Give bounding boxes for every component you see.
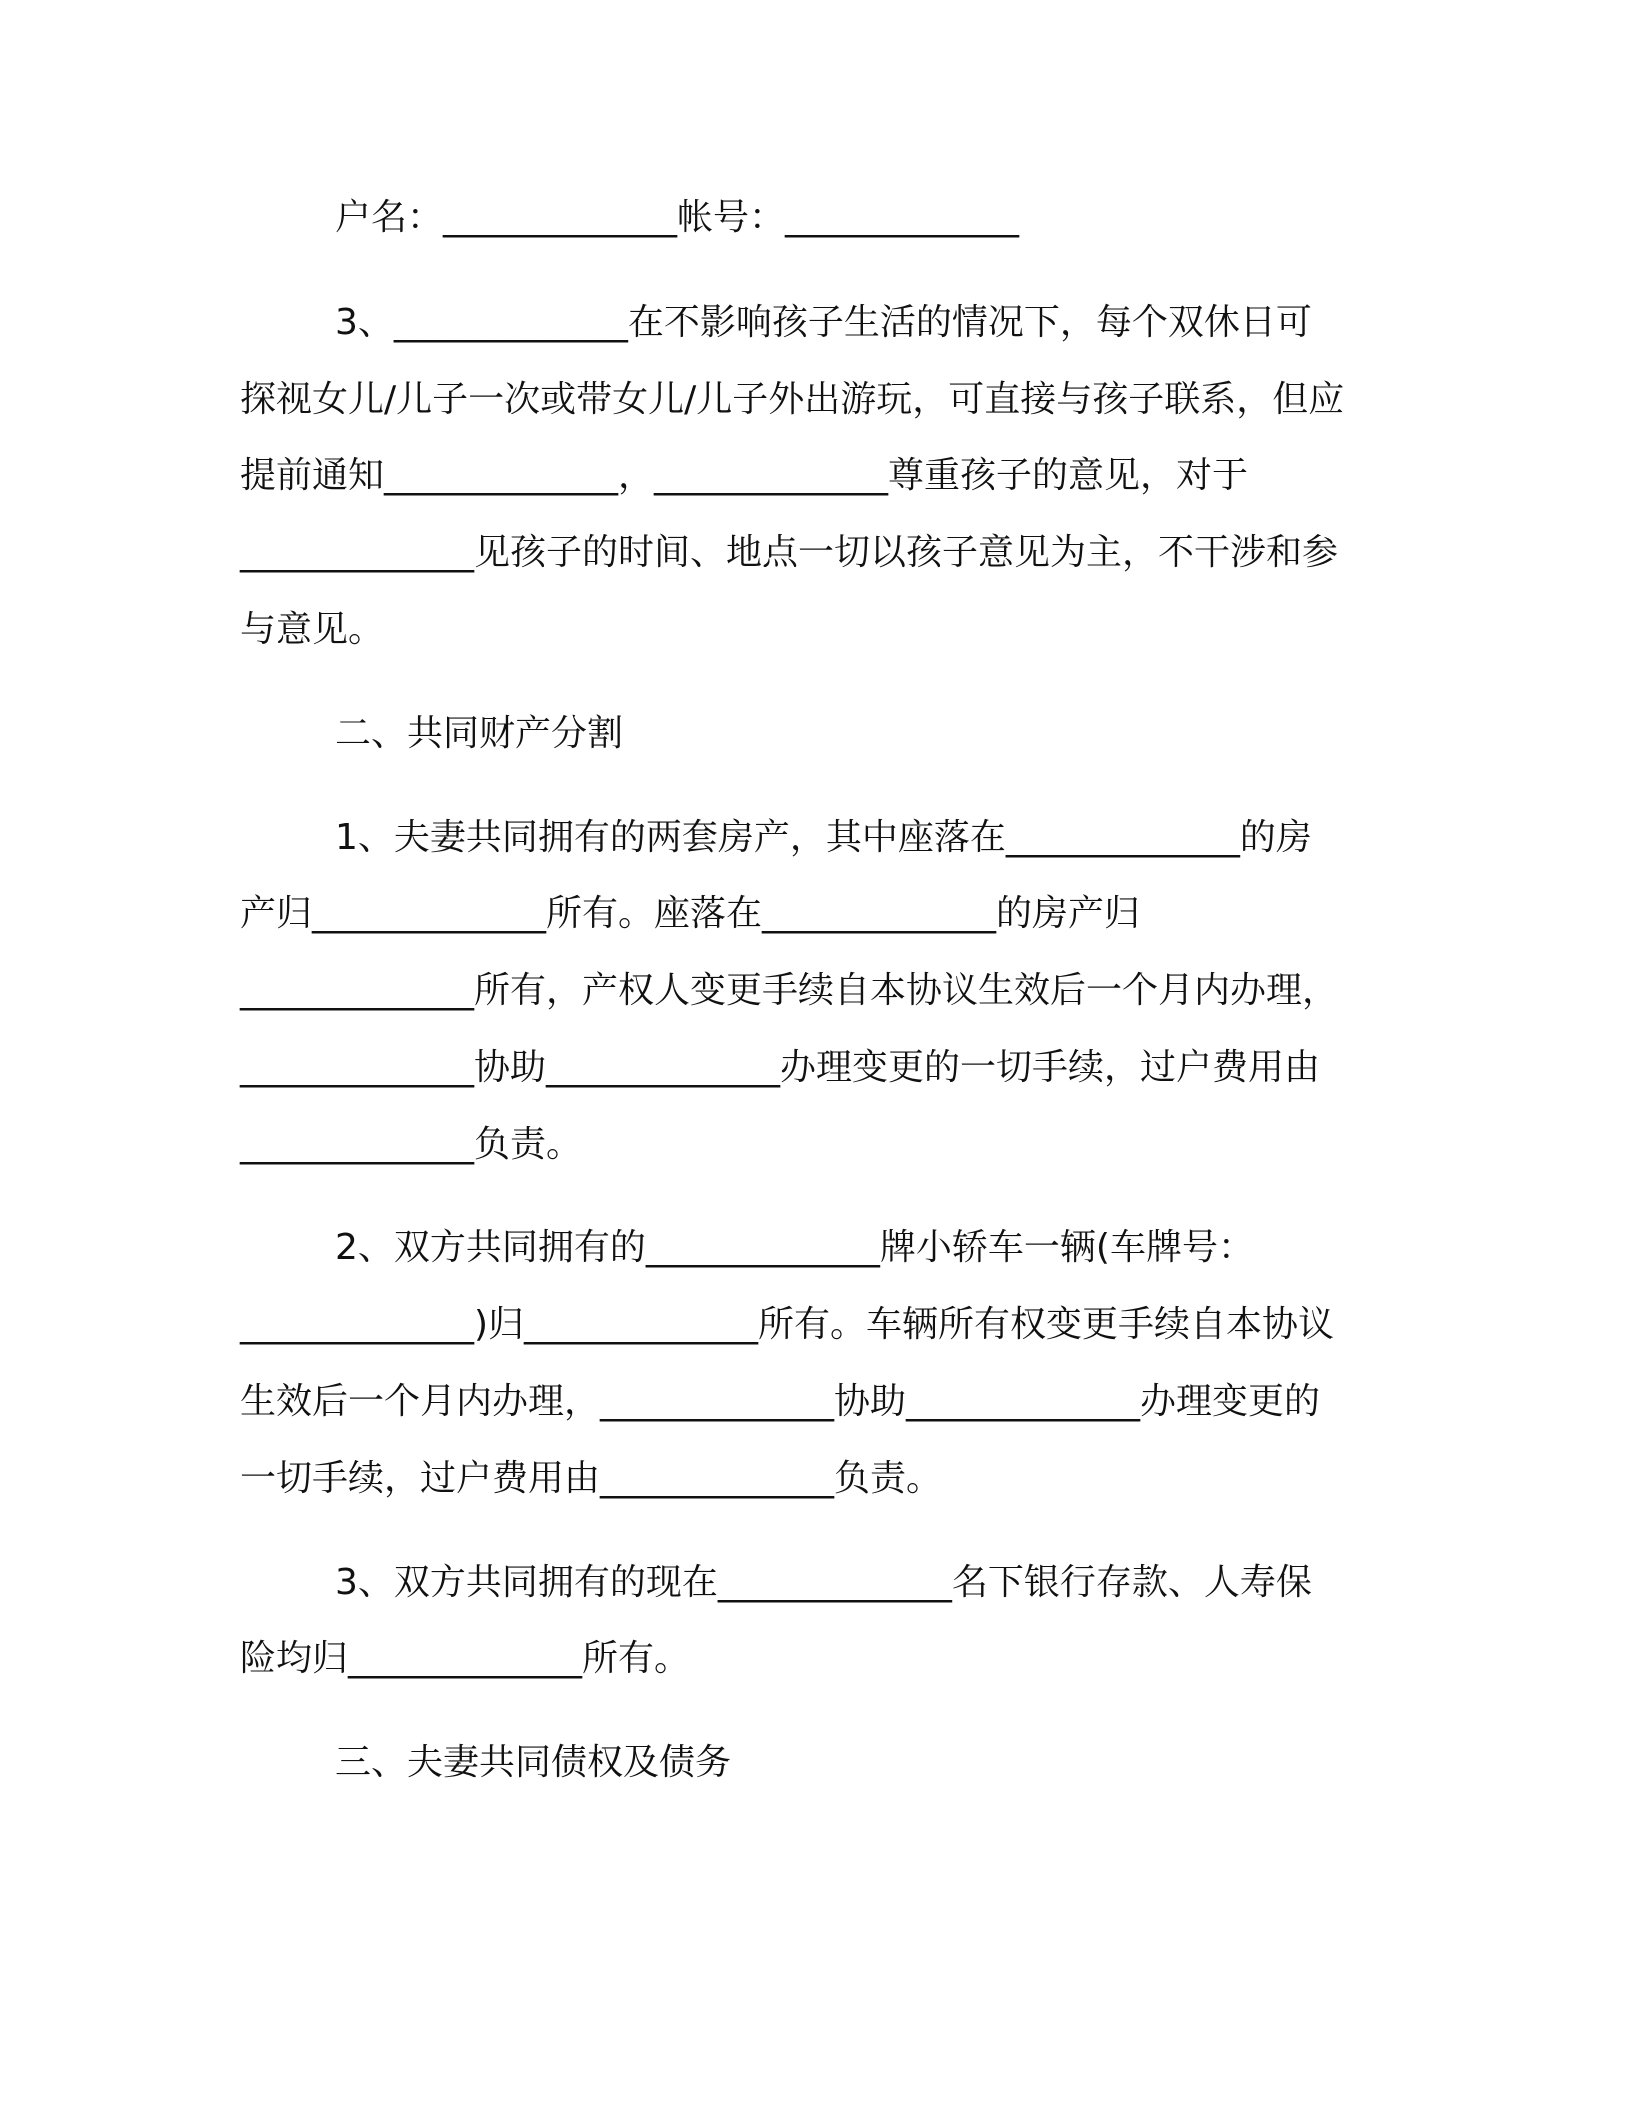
property-paragraph-2-line-3: 生效后一个月内办理，_____________协助_____________办理变更的 (240, 1381, 1321, 1422)
property-paragraph-1-line-3: _____________所有，产权人变更手续自本协议生效后一个月内办理， (240, 970, 1339, 1011)
paragraph-3-line-4: _____________见孩子的时间、地点一切以孩子意见为主，不干涉和参 (240, 532, 1339, 573)
property-paragraph-1-line-4: _____________协助_____________办理变更的一切手续，过户费用由 (240, 1047, 1321, 1088)
property-paragraph-2-line-4: 一切手续，过户费用由_____________负责。 (240, 1458, 943, 1499)
property-paragraph-1-line-2: 产归_____________所有。座落在_____________的房产归 (240, 893, 1141, 934)
property-paragraph-3-line-2: 险均归_____________所有。 (240, 1638, 691, 1679)
paragraph-3-line-2: 探视女儿/儿子一次或带女儿/儿子外出游玩，可直接与孩子联系，但应 (240, 379, 1345, 420)
account-line: 户名：_____________帐号：_____________ (335, 197, 1020, 238)
property-paragraph-2-line-1: 2、双方共同拥有的_____________牌小轿车一辆(车牌号： (335, 1227, 1254, 1268)
paragraph-3-line-1: 3、_____________在不影响孩子生活的情况下，每个双休日可 (335, 302, 1312, 343)
section-three-heading: 三、夫妻共同债权及债务 (335, 1742, 732, 1783)
paragraph-3-line-5: 与意见。 (240, 609, 385, 650)
paragraph-3-line-3: 提前通知_____________，_____________尊重孩子的意见，对于 (240, 455, 1249, 496)
property-paragraph-1-line-5: _____________负责。 (240, 1124, 583, 1165)
property-paragraph-3-line-1: 3、双方共同拥有的现在_____________名下银行存款、人寿保 (335, 1562, 1312, 1603)
property-paragraph-1-line-1: 1、夫妻共同拥有的两套房产，其中座落在_____________的房 (335, 817, 1312, 858)
section-two-heading: 二、共同财产分割 (335, 713, 624, 754)
property-paragraph-2-line-2: _____________)归_____________所有。车辆所有权变更手续自本协议 (240, 1304, 1335, 1345)
